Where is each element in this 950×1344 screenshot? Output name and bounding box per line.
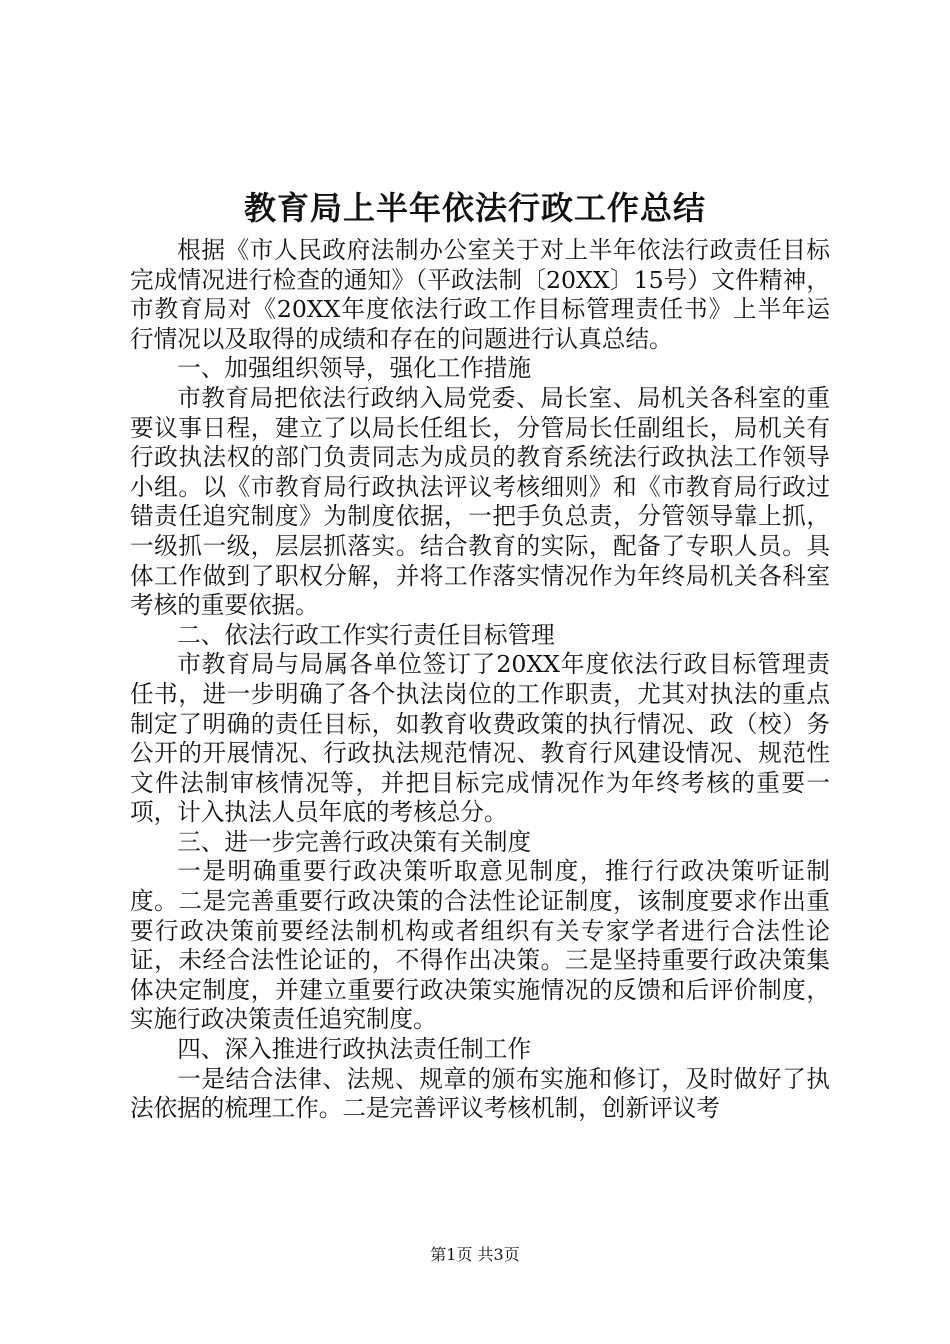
intro-paragraph: 根据《市人民政府法制办公室关于对上半年依法行政责任目标完成情况进行检查的通知》（平政法制〔20XX〕15号）文件精神，市教育局对《20XX年度依法行政工作目标管理责任书》上半年运行情况以及取得的成绩和存在的问题进行认真总结。: [130, 236, 830, 353]
section-heading-1: 一、加强组织领导，强化工作措施: [177, 354, 532, 383]
section-paragraph-4: 一是结合法律、法规、规章的颁布实施和修订，及时做好了执法依据的梳理工作。二是完善评议考核机制，创新评议考: [130, 1064, 830, 1123]
section-heading-4: 四、深入推进行政执法责任制工作: [177, 1035, 532, 1064]
section-paragraph-1: 市教育局把依法行政纳入局党委、局长室、局机关各科室的重要议事日程，建立了以局长任组长，分管局长任副组长，局机关有行政执法权的部门负责同志为成员的教育系统法行政执法工作领导小组。以《市教育局行政执法评议考核细则》和《市教育局行政过错责任追究制度》为制度依据，一把手负总责，分管领导靠上抓，一级抓一级，层层抓落实。结合教育的实际，配备了专职人员。具体工作做到了职权分解，并将工作落实情况作为年终局机关各科室考核的重要依据。: [130, 383, 830, 620]
page-number-footer: 第1页 共3页: [430, 1245, 520, 1264]
section-heading-3: 三、进一步完善行政决策有关制度: [177, 827, 532, 856]
section-heading-2: 二、依法行政工作实行责任目标管理: [177, 620, 555, 649]
document-body: [130, 236, 830, 1124]
section-paragraph-3: 一是明确重要行政决策听取意见制度，推行行政决策听证制度。二是完善重要行政决策的合法性论证制度，该制度要求作出重要行政决策前要经法制机构或者组织有关专家学者进行合法性论证，未经合法性论证的，不得作出决策。三是坚持重要行政决策集体决定制度，并建立重要行政决策实施情况的反馈和后评价制度，实施行政决策责任追究制度。: [130, 857, 830, 1034]
section-paragraph-2: 市教育局与局属各单位签订了20XX年度依法行政目标管理责任书，进一步明确了各个执法岗位的工作职责，尤其对执法的重点制定了明确的责任目标，如教育收费政策的执行情况、政（校）务公开的开展情况、行政执法规范情况、教育行风建设情况、规范性文件法制审核情况等，并把目标完成情况作为年终考核的重要一项，计入执法人员年底的考核总分。: [130, 650, 830, 827]
document-title: 教育局上半年依法行政工作总结: [243, 189, 706, 227]
